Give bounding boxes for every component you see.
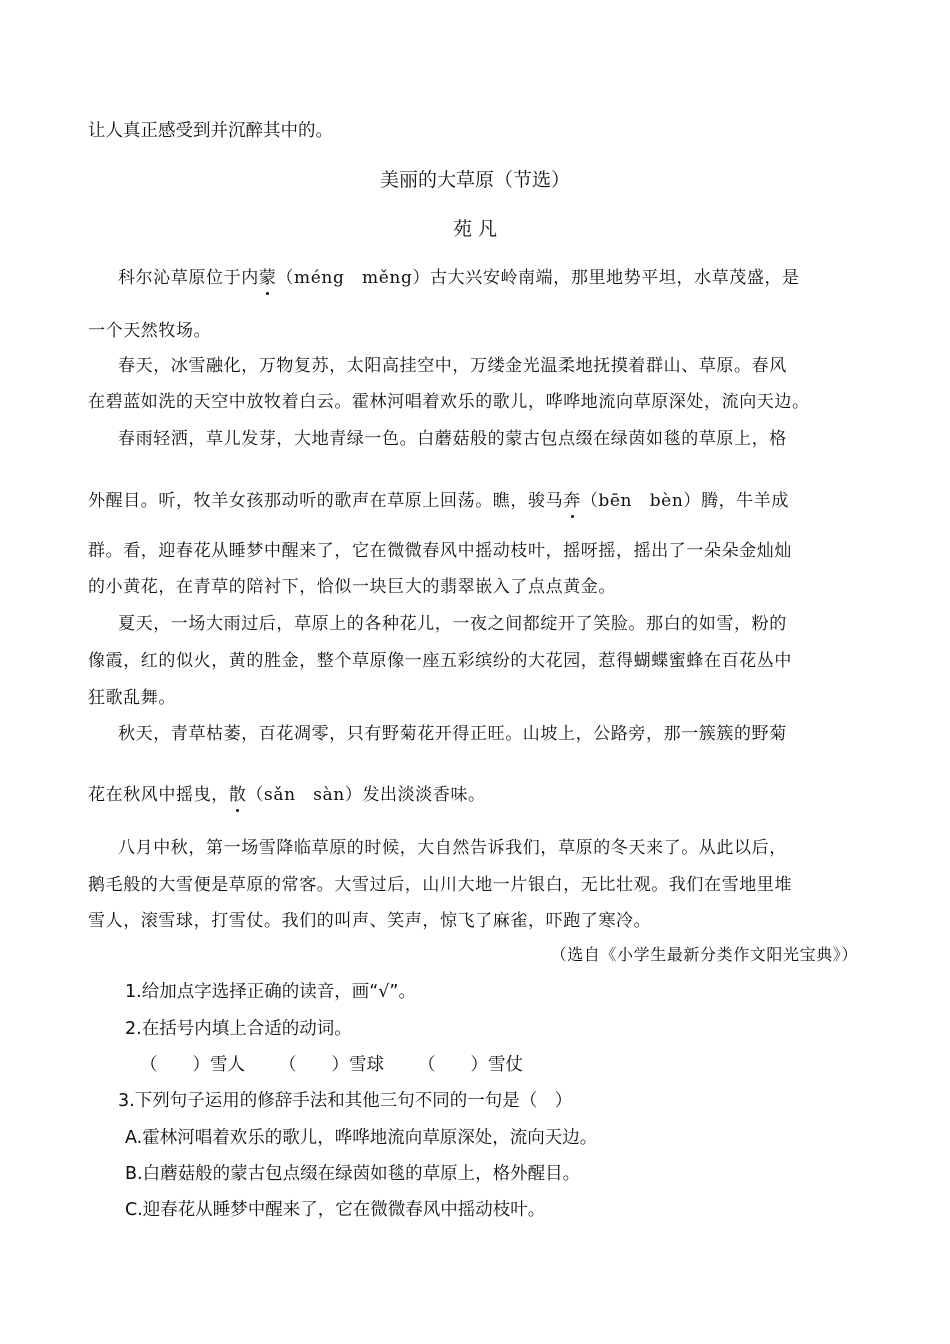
option-a[interactable]: A.霍林河唱着欢乐的歌儿，哗哗地流向草原深处，流向天边。: [125, 1128, 598, 1148]
dotted-char-san: 散: [229, 780, 247, 805]
p1-text-a: 科尔沁草原位于内: [118, 268, 259, 288]
p1-line-1: [118, 263, 800, 288]
option-b[interactable]: B.白蘑菇般的蒙古包点缀在绿茵如毯的草原上，格外醒目。: [125, 1164, 581, 1184]
p5-line-2: [88, 780, 486, 805]
p2-line-2: 在碧蓝如洗的天空中放牧着白云。霍林河唱着欢乐的歌儿，哗哗地流向草原深处，流向天边。: [88, 392, 810, 412]
p4-line-3: 狂歌乱舞。: [88, 688, 176, 708]
option-c[interactable]: C.迎春花从睡梦中醒来了，它在微微春风中摇动枝叶。: [125, 1200, 546, 1220]
p3-text-b: （bēn bèn）腾，牛羊成: [580, 491, 789, 511]
intro-line: 让人真正感受到并沉醉其中的。: [88, 121, 333, 141]
p2-line-1: 春天，冰雪融化，万物复苏，太阳高挂空中，万缕金光温柔地抚摸着群山、草原。春风: [118, 356, 787, 376]
p3-text-a: 外醒目。听，牧羊女孩那动听的歌声在草原上回荡。瞧，骏马: [88, 491, 564, 511]
p6-line-2: 鹅毛般的大雪便是草原的常客。大雪过后，山川大地一片银白，无比壮观。我们在雪地里堆: [88, 875, 792, 895]
p4-line-2: 像霞，红的似火，黄的胜金，整个草原像一座五彩缤纷的大花园，惹得蝴蝶蜜蜂在百花丛中: [88, 651, 792, 671]
question-3: 3.下列句子运用的修辞手法和其他三句不同的一句是（ ）: [118, 1091, 573, 1111]
p5-line-1: 秋天，青草枯萎，百花凋零，只有野菊花开得正旺。山坡上，公路旁，那一簇簇的野菊: [118, 724, 787, 744]
question-1: 1.给加点字选择正确的读音，画“√”。: [125, 982, 416, 1002]
question-2: 2.在括号内填上合适的动词。: [125, 1019, 352, 1039]
p5-text-b: （sǎn sàn）发出淡淡香味。: [246, 785, 486, 805]
dotted-char-meng: 蒙: [259, 263, 277, 288]
article-author: 苑 凡: [452, 218, 498, 240]
p1-line-2: 一个天然牧场。: [88, 321, 212, 341]
p3-line-3: 群。看，迎春花从睡梦中醒来了，它在微微春风中摇动枝叶，摇呀摇，摇出了一朵朵金灿灿: [88, 541, 792, 561]
article-title: 美丽的大草原（节选）: [379, 169, 570, 191]
source-citation: （选自《小学生最新分类作文阳光宝典》）: [550, 945, 858, 964]
p6-line-1: 八月中秋，第一场雪降临草原的时候，大自然告诉我们，草原的冬天来了。从此以后，: [118, 838, 787, 858]
blank-snowman[interactable]: （ ）雪人: [140, 1055, 245, 1075]
p6-line-3: 雪人，滚雪球，打雪仗。我们的叫声、笑声，惊飞了麻雀，吓跑了寒冷。: [88, 911, 652, 931]
p5-text-a: 花在秋风中摇曳，: [88, 785, 229, 805]
blank-snowball[interactable]: （ ）雪球: [279, 1055, 384, 1075]
p3-line-1: 春雨轻洒，草儿发芽，大地青绿一色。白蘑菇般的蒙古包点缀在绿茵如毯的草原上，格: [118, 429, 787, 449]
question-2-blanks: [140, 1051, 523, 1076]
p1-text-b: （méng měng）古大兴安岭南端，那里地势平坦，水草茂盛，是: [276, 268, 800, 288]
dotted-char-ben: 奔: [563, 486, 581, 511]
blank-snowfight[interactable]: （ ）雪仗: [418, 1055, 523, 1075]
p4-line-1: 夏天，一场大雨过后，草原上的各种花儿，一夜之间都绽开了笑脸。那白的如雪，粉的: [118, 614, 787, 634]
p3-line-2: [88, 486, 789, 511]
p3-line-4: 的小黄花，在青草的陪衬下，恰似一块巨大的翡翠嵌入了点点黄金。: [88, 577, 616, 597]
